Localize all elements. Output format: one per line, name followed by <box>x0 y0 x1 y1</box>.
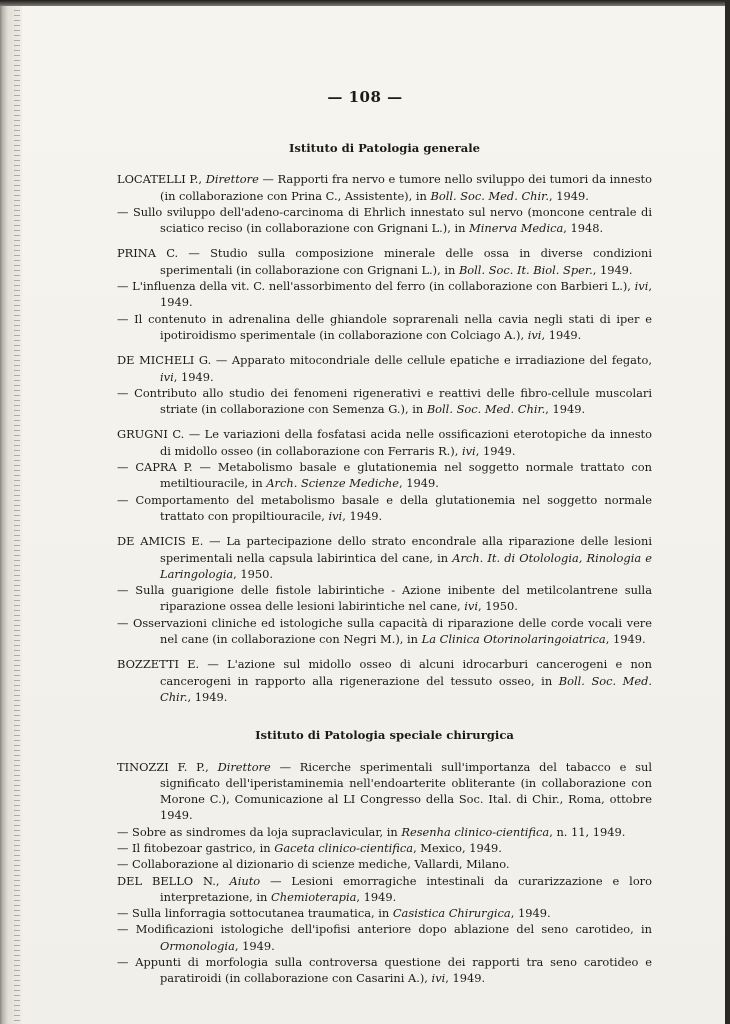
bibliography-entry <box>117 615 652 648</box>
document-body <box>117 140 652 996</box>
author-entry-group <box>117 352 652 417</box>
citation-text: — Rapporti fra nervo e tumore nello sviluppo dei tumori da innesto (in collaborazione con Prina C., Assistente), in <box>160 172 652 203</box>
section-title: Istituto di Patologia generale <box>288 141 481 155</box>
citation-italic-text: Boll. Soc. Med. Chir. <box>426 402 546 417</box>
citation-text: — Sulla guarigione delle fistole labirintiche - Azione inibente del metilcolantrene sulla riparazione ossea delle lesioni labirintiche nel cane, <box>117 583 652 614</box>
author-entry-group <box>117 759 652 987</box>
citation-text: , 1950. <box>233 566 274 581</box>
citation-italic-text: Boll. Soc. It. Biol. Sper. <box>458 262 593 277</box>
citation-text: , 1949. <box>548 188 589 203</box>
citation-italic-text: ivi <box>160 369 174 384</box>
citation-text: , 1949. <box>399 476 439 491</box>
citation-text: GRUGNI C. — Le variazioni della fosfatasi acida nelle ossificazioni eterotopiche da innesto di midollo osseo (in collaborazione con Ferraris R.), <box>117 427 652 458</box>
citation-italic-text: ivi <box>328 508 343 523</box>
citation-italic-text: Aiuto <box>229 873 261 888</box>
bibliography-entry <box>117 921 652 954</box>
citation-text: — CAPRA P. — Metabolismo basale e glutationemia nel soggetto normale trattato con metiltiouracile, in <box>117 460 652 491</box>
citation-text: , 1949. <box>541 327 582 342</box>
citation-text: — Sullo sviluppo dell'adeno-carcinoma di Ehrlich innestato sul nervo (moncone centrale di sciatico reciso (in collaborazione con Grignani L.), in <box>117 204 652 236</box>
bibliography-entry <box>117 311 652 344</box>
citation-text: , Mexico, 1949. <box>413 840 502 855</box>
citation-text: — Osservazioni cliniche ed istologiche sulla capacità di riparazione delle corde vocali vere nel cane (in collaborazione con Negri M.), in <box>117 615 652 647</box>
citation-text: LOCATELLI P., <box>117 172 206 187</box>
citation-text: — Appunti di morfologia sulla controversa questione dei rapporti tra seno carotideo e paratiroidi (in collaborazione con Casarini A.), <box>117 955 652 986</box>
scan-top-edge <box>0 0 730 6</box>
citation-italic-text: Casistica Chirurgica <box>392 906 511 921</box>
citation-text: , 1949. <box>160 279 652 310</box>
bibliography-entry <box>117 492 652 525</box>
citation-italic-text: ivi <box>464 599 478 614</box>
citation-italic-text: Direttore <box>217 759 271 774</box>
section-title: Istituto di Patologia speciale chirurgica <box>255 728 514 743</box>
author-entry-group <box>117 533 652 647</box>
scan-binding-hatch <box>14 0 20 1024</box>
bibliography-entry <box>117 582 652 615</box>
citation-text: — Contributo allo studio dei fenomeni rigenerativi e reattivi delle fibro-cellule muscolari striate (in collaborazione con Semenza G.), in <box>117 385 652 417</box>
citation-text: , 1949. <box>187 689 228 704</box>
bibliography-entry <box>117 905 652 921</box>
citation-text: , 1949. <box>234 938 275 953</box>
bibliography-entry <box>117 840 652 856</box>
citation-italic-text: Boll. Soc. Med. Chir. <box>430 188 549 203</box>
citation-italic-text: Chemioterapia <box>271 889 357 904</box>
bibliography-entry <box>117 656 652 705</box>
citation-text: , 1949. <box>545 402 586 417</box>
author-entry-group <box>117 171 652 236</box>
citation-italic-text: ivi <box>461 443 476 458</box>
bibliography-entry <box>117 459 652 492</box>
bibliography-entry <box>117 352 652 385</box>
citation-italic-text: Boll. Soc. Med. Chir. <box>160 673 652 704</box>
bibliography-entry <box>117 954 652 987</box>
citation-text: — Ricerche sperimentali sull'importanza del tabacco e sul significato dell'iperistaminemia nell'endoarterite obliterante (in collaborazione con Morone C.), Comunicazione al LI Congresso della Soc. Ital. di Chir., Roma, ottobre 1949. <box>160 759 652 823</box>
citation-text: , 1949. <box>605 632 646 647</box>
page-number: — 108 — <box>327 88 403 106</box>
citation-text: — Sulla linforragia sottocutanea traumatica, in <box>117 906 393 921</box>
citation-text: , 1949. <box>445 971 486 986</box>
bibliography-entry <box>117 204 652 237</box>
citation-italic-text: ivi <box>431 971 446 986</box>
citation-text: — Il contenuto in adrenalina delle ghiandole soprarenali nella cavia negli stati di iper e ipotiroidismo sperimentale (in collaborazione con Colciago A.), <box>117 311 652 342</box>
author-entry-group <box>117 245 652 343</box>
citation-italic-text: Direttore <box>205 172 259 187</box>
citation-text: , 1950. <box>477 599 518 614</box>
citation-text: , 1949. <box>592 262 633 277</box>
citation-text: , 1949. <box>342 508 383 523</box>
citation-italic-text: Arch. Scienze Mediche <box>266 476 400 491</box>
citation-text: — Lesioni emorragiche intestinali da curarizzazione e loro interpretazione, in <box>160 873 652 904</box>
bibliography-entry <box>117 385 652 418</box>
citation-text: DEL BELLO N., <box>117 873 230 888</box>
bibliography-entry <box>117 533 652 582</box>
citation-text: DE MICHELI G. — Apparato mitocondriale delle cellule epatiche e irradiazione del fegato, <box>117 353 652 368</box>
citation-italic-text: Gaceta clinico-cientifica <box>274 840 414 855</box>
citation-italic-text: Ormonologia <box>160 938 235 953</box>
citation-text: , 1948. <box>563 221 604 236</box>
citation-text: , n. 11, 1949. <box>549 824 626 839</box>
citation-text: — Collaborazione al dizionario di scienze mediche, Vallardi, Milano. <box>117 857 510 872</box>
author-entry-group <box>117 426 652 524</box>
citation-text: , 1949. <box>475 443 516 458</box>
bibliography-entry <box>117 278 652 311</box>
citation-text: — L'influenza della vit. C. nell'assorbimento del ferro (in collaborazione con Barbieri L.), <box>117 279 635 294</box>
bibliography-entry <box>117 171 652 204</box>
author-entry-group <box>117 656 652 705</box>
citation-text: , 1949. <box>356 889 397 904</box>
citation-italic-text: ivi <box>527 327 542 342</box>
bibliography-entry <box>117 873 652 906</box>
citation-text: TINOZZI F. P., <box>117 759 218 774</box>
citation-text: BOZZETTI E. — L'azione sul midollo osseo di alcuni idrocarburi cancerogeni e non cancerogeni in rapporto alla rigenerazione del tessuto osseo, in <box>117 657 652 688</box>
bibliography-entry <box>117 426 652 459</box>
scan-right-edge <box>725 0 730 1024</box>
bibliography-entry <box>117 856 652 872</box>
citation-italic-text: ivi <box>634 279 649 294</box>
citation-italic-text: Arch. It. di Otolologia, Rinologia e Laringologia <box>160 550 652 581</box>
citation-text: — Modificazioni istologiche dell'ipofisi anteriore dopo ablazione del seno carotideo, in <box>117 922 652 937</box>
bibliography-entry <box>117 245 652 278</box>
citation-text: — Comportamento del metabolismo basale e della glutationemia nel soggetto normale trattato con propiltiouracile, <box>117 492 652 523</box>
citation-italic-text: La Clinica Otorinolaringoiatrica <box>421 632 606 647</box>
bibliography-entry <box>117 759 652 824</box>
citation-text: — Sobre as sindromes da loja supraclavicular, in <box>117 824 402 839</box>
citation-text: , 1949. <box>173 369 214 384</box>
citation-text: — Il fitobezoar gastrico, in <box>117 840 275 855</box>
citation-italic-text: Minerva Medica <box>469 221 564 236</box>
citation-text: DE AMICIS E. — La partecipazione dello strato encondrale alla riparazione delle lesioni sperimentali nella capsula labirintica del cane, in <box>117 534 652 565</box>
citation-text: PRINA C. — Studio sulla composizione minerale delle ossa in diverse condizioni sperimentali (in collaborazione con Grignani L.), in <box>117 246 652 277</box>
citation-italic-text: Resenha clinico-cientifica <box>401 824 550 839</box>
citation-text: , 1949. <box>510 906 551 921</box>
bibliography-entry <box>117 824 652 840</box>
